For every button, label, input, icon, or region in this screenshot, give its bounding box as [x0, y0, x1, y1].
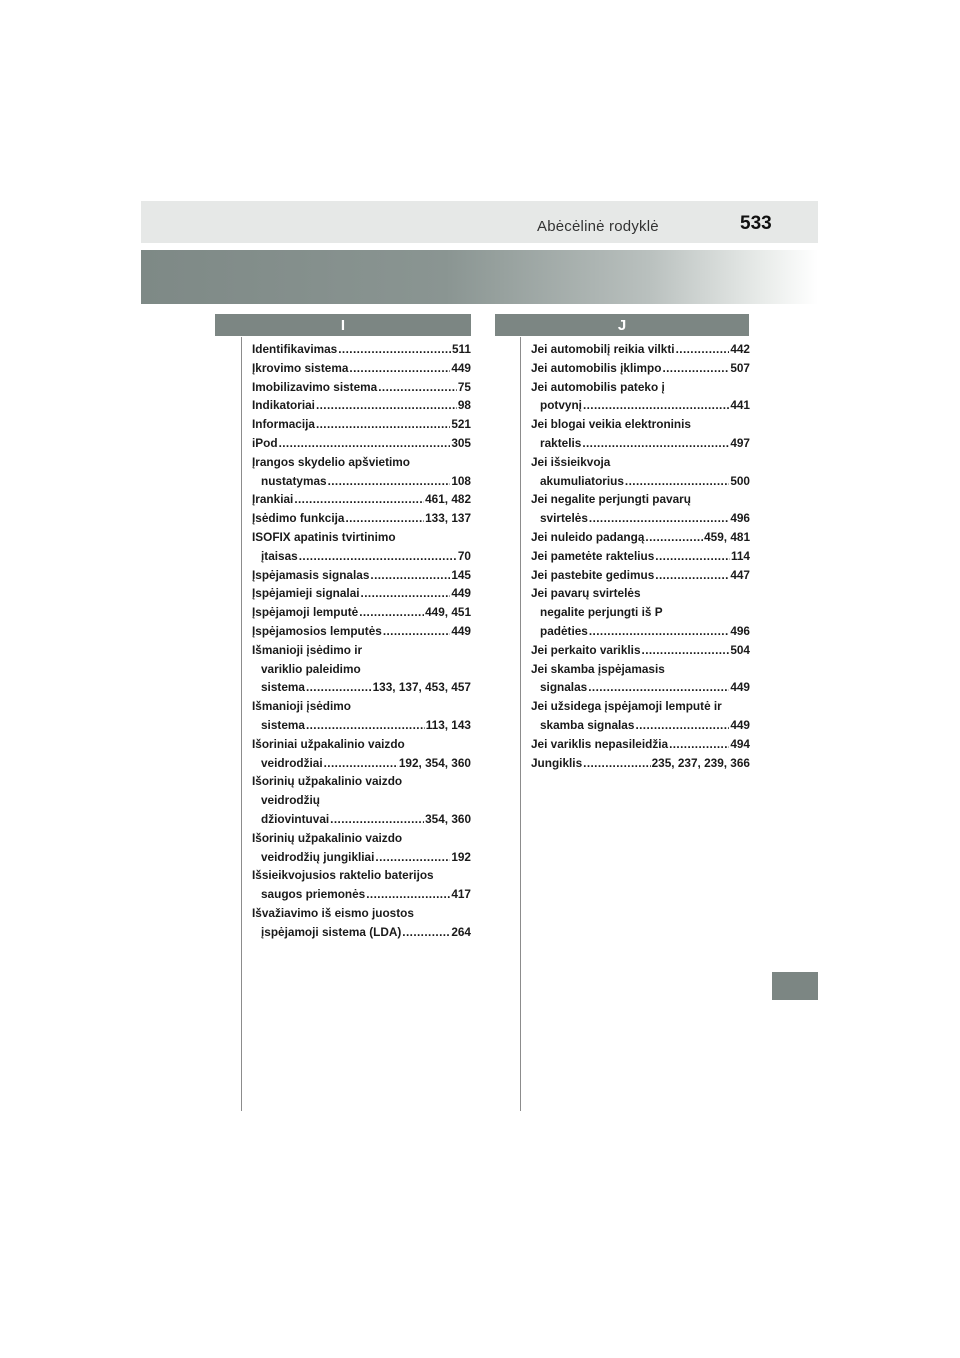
header-bar — [141, 201, 818, 243]
page-reference: 461, 482 — [425, 492, 471, 507]
index-entry-line — [531, 396, 750, 415]
entry-text: signalas — [540, 680, 588, 695]
dot-leader — [402, 923, 450, 942]
entry-text: Jei pastebite gedimus — [531, 567, 655, 582]
index-entry-line — [252, 528, 471, 547]
dot-leader — [645, 528, 703, 547]
page-reference: 192, 354, 360 — [398, 755, 471, 770]
index-entry-line — [252, 453, 471, 472]
index-entry-line — [252, 735, 471, 754]
index-entry-line — [531, 415, 750, 434]
entry-text: saugos priemonės — [261, 887, 366, 902]
dot-leader — [366, 885, 450, 904]
index-entry-line — [252, 603, 471, 622]
entry-text: Įrankiai — [252, 492, 294, 507]
page-reference: 133, 137 — [425, 511, 471, 526]
index-entry-line — [531, 697, 750, 716]
page-reference: 511 — [451, 342, 471, 356]
page-reference: 449 — [730, 717, 750, 732]
index-entry-line — [252, 490, 471, 509]
index-entry-line — [531, 528, 750, 547]
index-entry-line — [252, 340, 471, 359]
entry-text: Jei skamba įspėjamasis — [531, 661, 665, 676]
entry-text: Įsėdimo funkcija — [252, 511, 345, 526]
page-reference: 449 — [451, 360, 471, 375]
entry-text: Įspėjamasis signalas — [252, 567, 370, 582]
entry-text: iPod — [252, 435, 278, 450]
entry-text: džiovintuvai — [261, 811, 330, 826]
dot-leader — [279, 434, 451, 453]
page-reference: 449 — [451, 623, 471, 638]
index-entry-line — [531, 566, 750, 585]
dot-leader — [324, 754, 398, 773]
page-reference: 459, 481 — [704, 529, 750, 544]
index-column-i — [252, 340, 471, 942]
index-entry-line — [252, 566, 471, 585]
entry-text: veidrodžių — [261, 793, 320, 808]
dot-leader — [299, 547, 457, 566]
entry-text: Išsieikvojusios raktelio baterijos — [252, 868, 434, 883]
entry-text: nustatymas — [261, 473, 327, 488]
entry-text: Įspėjamoji lemputė — [252, 605, 359, 620]
index-entry-line — [531, 641, 750, 660]
entry-text: Imobilizavimo sistema — [252, 379, 378, 394]
index-entry-line — [252, 472, 471, 491]
entry-text: Išorinių užpakalinio vaizdo — [252, 830, 403, 845]
section-header-i: I — [215, 314, 471, 336]
dot-leader — [669, 735, 729, 754]
dot-leader — [316, 396, 457, 415]
entry-text: potvynį — [540, 398, 582, 413]
dot-leader — [582, 434, 729, 453]
entry-text: įtaisas — [261, 548, 298, 563]
index-entry-line — [252, 678, 471, 697]
dot-leader — [583, 754, 650, 773]
page-reference: 70 — [457, 548, 471, 563]
entry-text: sistema — [261, 717, 305, 732]
entry-text: Jei automobilis pateko į — [531, 379, 665, 394]
index-entry-line — [252, 754, 471, 773]
entry-text: Jei pavarų svirtelės — [531, 586, 641, 601]
index-entry-line — [252, 716, 471, 735]
page-reference: 75 — [457, 379, 471, 394]
page-reference: 500 — [730, 473, 750, 488]
index-entry-line — [252, 584, 471, 603]
page-reference: 108 — [451, 473, 471, 488]
dot-leader — [625, 472, 729, 491]
dot-leader — [316, 415, 450, 434]
page-reference: 507 — [730, 360, 750, 375]
entry-text: Išmanioji įsėdimo ir — [252, 642, 363, 657]
page-reference: 504 — [730, 642, 750, 657]
dot-leader — [294, 490, 424, 509]
page-reference: 496 — [730, 623, 750, 638]
index-entry-line — [252, 547, 471, 566]
index-entry-line — [252, 791, 471, 810]
page-reference: 305 — [451, 435, 471, 450]
entry-text: Jei pametėte raktelius — [531, 548, 655, 563]
index-entry-line — [252, 923, 471, 942]
page-reference: 449 — [730, 680, 750, 695]
index-entry-line — [252, 772, 471, 791]
dot-leader — [589, 622, 729, 641]
dot-leader — [306, 716, 425, 735]
index-entry-line — [252, 434, 471, 453]
index-entry-line — [531, 490, 750, 509]
entry-text: svirtelės — [540, 511, 588, 526]
dot-leader — [345, 509, 424, 528]
index-entry-line — [252, 866, 471, 885]
entry-text: Įspėjamieji signalai — [252, 586, 360, 601]
page-reference: 521 — [451, 417, 471, 432]
dot-leader — [583, 396, 729, 415]
entry-text: Įspėjamosios lemputės — [252, 623, 382, 638]
entry-text: Išorinių užpakalinio vaizdo — [252, 774, 403, 789]
page-reference: 235, 237, 239, 366 — [651, 755, 750, 770]
dot-leader — [338, 340, 451, 359]
index-entry-line — [531, 453, 750, 472]
index-entry-line — [252, 848, 471, 867]
page-reference: 449 — [451, 586, 471, 601]
index-entry-line — [531, 660, 750, 679]
index-entry-line — [252, 660, 471, 679]
dot-leader — [635, 716, 729, 735]
index-entry-line — [531, 754, 750, 773]
index-entry-line — [531, 735, 750, 754]
page-reference: 449, 451 — [425, 605, 471, 620]
entry-text: Identifikavimas — [252, 342, 338, 356]
index-entry-line — [252, 509, 471, 528]
entry-text: Jungiklis — [531, 755, 583, 770]
entry-text: skamba signalas — [540, 717, 635, 732]
entry-text: Informacija — [252, 417, 315, 432]
dot-leader — [655, 547, 730, 566]
entry-text: Jei užsidega įspėjamoji lemputė ir — [531, 699, 722, 714]
page-reference: 192 — [451, 849, 471, 864]
dot-leader — [383, 622, 451, 641]
entry-text: Jei blogai veikia elektroninis — [531, 417, 691, 432]
index-entry-line — [531, 584, 750, 603]
entry-text: variklio paleidimo — [261, 661, 361, 676]
page-number: 533 — [740, 213, 772, 234]
column-divider — [241, 337, 242, 1111]
page-reference: 133, 137, 453, 457 — [372, 680, 471, 695]
index-entry-line — [531, 547, 750, 566]
index-entry-line — [531, 716, 750, 735]
column-divider — [520, 337, 521, 1111]
index-entry-line — [252, 396, 471, 415]
entry-text: Indikatoriai — [252, 398, 315, 413]
page-reference: 114 — [730, 548, 750, 563]
entry-text: Išvažiavimo iš eismo juostos — [252, 905, 414, 920]
dot-leader — [359, 603, 424, 622]
dot-leader — [655, 566, 729, 585]
decorative-band — [141, 250, 818, 304]
dot-leader — [370, 566, 450, 585]
dot-leader — [375, 848, 450, 867]
entry-text: Jei perkaito variklis — [531, 642, 641, 657]
entry-text: Jei automobilį reikia vilkti — [531, 342, 675, 356]
dot-leader — [676, 340, 730, 359]
page-reference: 496 — [730, 511, 750, 526]
dot-leader — [588, 678, 729, 697]
index-entry-line — [531, 603, 750, 622]
entry-text: Jei nuleido padangą — [531, 529, 645, 544]
index-entry-line — [252, 641, 471, 660]
index-entry-line — [531, 472, 750, 491]
entry-text: negalite perjungti iš P — [540, 605, 663, 620]
page-reference: 447 — [730, 567, 750, 582]
index-entry-line — [252, 697, 471, 716]
index-entry-line — [252, 622, 471, 641]
dot-leader — [306, 678, 372, 697]
index-entry-line — [531, 678, 750, 697]
page-reference: 264 — [451, 924, 471, 939]
section-header-j: J — [495, 314, 749, 336]
entry-text: padėties — [540, 623, 588, 638]
index-entry-line — [252, 810, 471, 829]
entry-text: Jei negalite perjungti pavarų — [531, 492, 691, 507]
entry-text: sistema — [261, 680, 305, 695]
index-entry-line — [531, 378, 750, 397]
page-reference: 442 — [730, 342, 750, 356]
chapter-tab — [772, 972, 818, 1000]
dot-leader — [361, 584, 451, 603]
entry-text: Išoriniai užpakalinio vaizdo — [252, 736, 405, 751]
index-entry-line — [252, 885, 471, 904]
entry-text: Jei automobilis įklimpo — [531, 360, 662, 375]
page-reference: 113, 143 — [425, 717, 471, 732]
index-column-j — [531, 340, 750, 772]
index-entry-line — [531, 434, 750, 453]
page-title: Abėcėlinė rodyklė — [537, 218, 659, 235]
entry-text: Jei išsieikvoja — [531, 454, 611, 469]
entry-text: Jei variklis nepasileidžia — [531, 736, 669, 751]
entry-text: veidrodžiai — [261, 755, 323, 770]
dot-leader — [349, 359, 450, 378]
page-reference: 494 — [730, 736, 750, 751]
index-entry-line — [531, 359, 750, 378]
index-entry-line — [252, 415, 471, 434]
entry-text: Įkrovimo sistema — [252, 360, 349, 375]
entry-text: ISOFIX apatinis tvirtinimo — [252, 529, 396, 544]
dot-leader — [662, 359, 729, 378]
index-entry-line — [252, 829, 471, 848]
entry-text: įspėjamoji sistema (LDA) — [261, 924, 402, 939]
entry-text: Įrangos skydelio apšvietimo — [252, 454, 411, 469]
index-entry-line — [252, 359, 471, 378]
entry-text: raktelis — [540, 435, 582, 450]
dot-leader — [589, 509, 729, 528]
index-entry-line — [531, 622, 750, 641]
entry-text: Išmanioji įsėdimo — [252, 699, 351, 714]
page-reference: 441 — [730, 398, 750, 413]
index-entry-line — [252, 378, 471, 397]
entry-text: veidrodžių jungikliai — [261, 849, 375, 864]
entry-text: akumuliatorius — [540, 473, 624, 488]
page-reference: 354, 360 — [425, 811, 471, 826]
dot-leader — [328, 472, 451, 491]
dot-leader — [378, 378, 457, 397]
page-reference: 417 — [451, 887, 471, 902]
page-reference: 98 — [457, 398, 471, 413]
index-entry-line — [531, 509, 750, 528]
index-entry-line — [252, 904, 471, 923]
page-reference: 145 — [451, 567, 471, 582]
page-reference: 497 — [730, 435, 750, 450]
index-entry-line — [531, 340, 750, 359]
dot-leader — [330, 810, 424, 829]
dot-leader — [642, 641, 730, 660]
